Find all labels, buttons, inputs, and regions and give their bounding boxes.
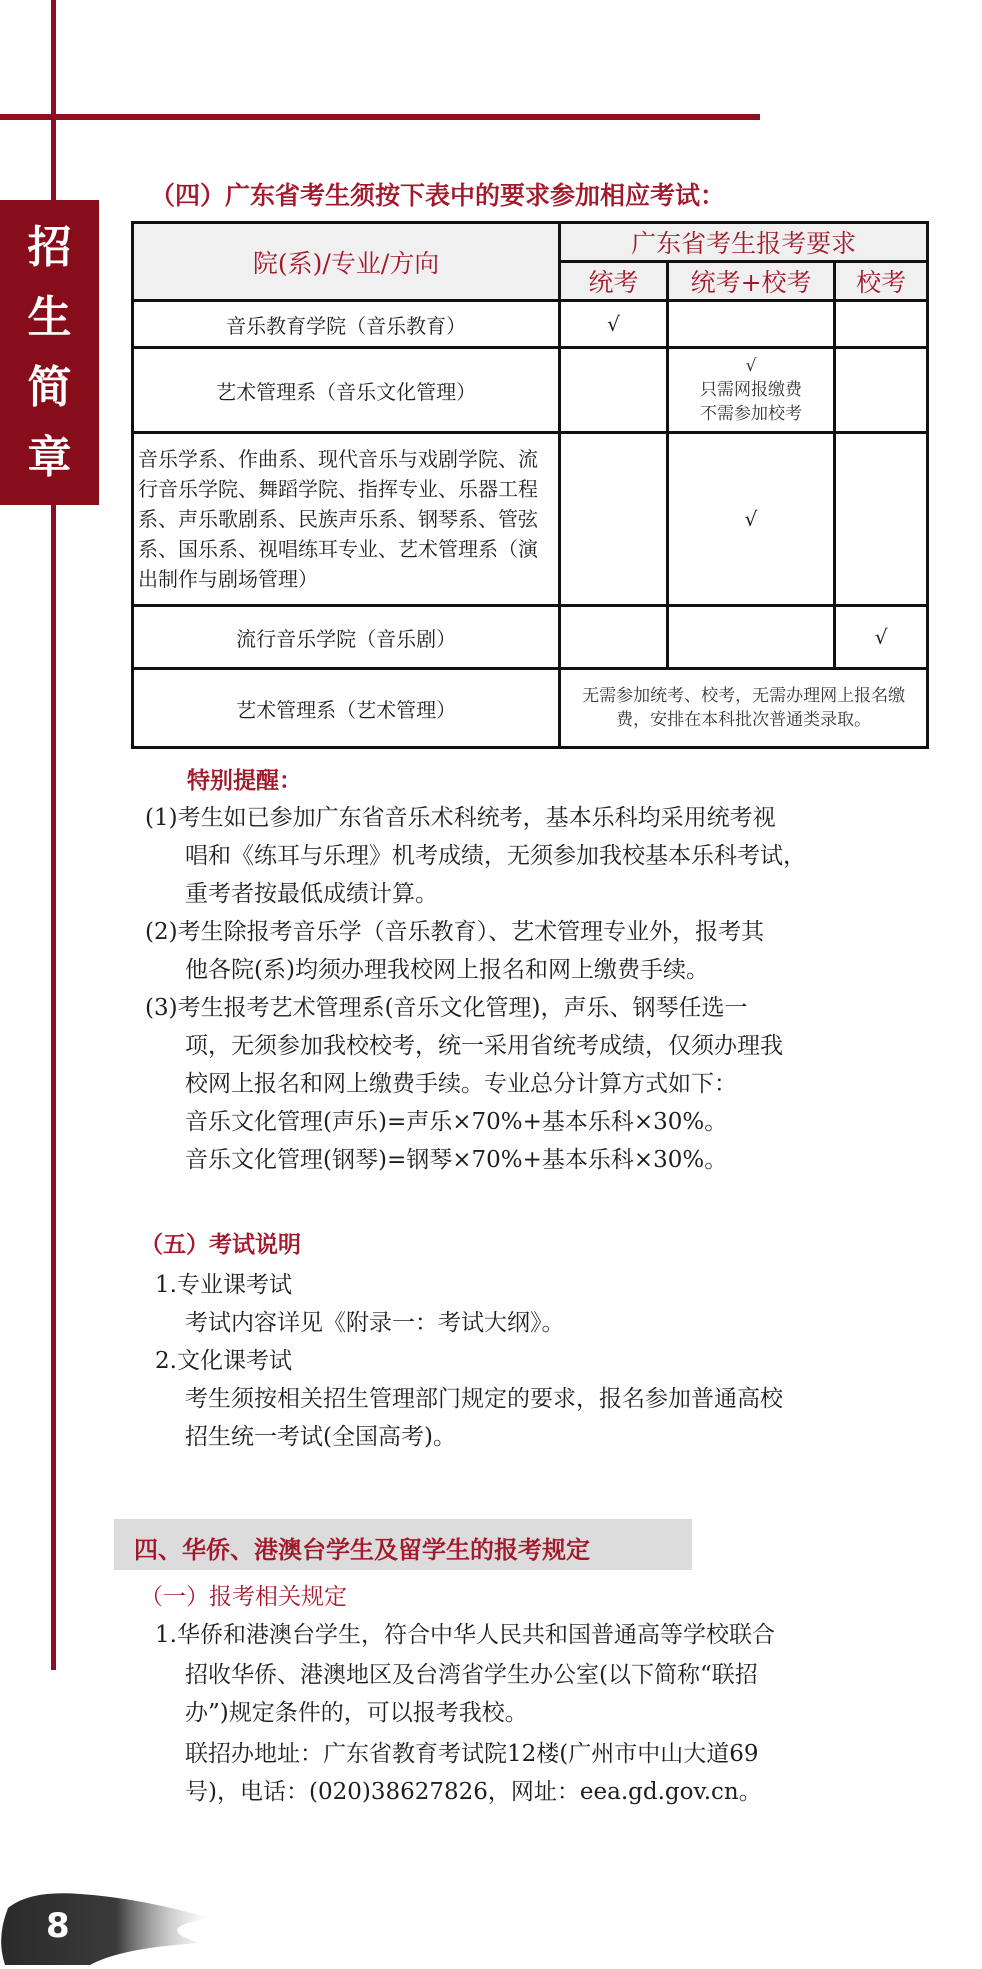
rule-line: 号)，电话：(020)38627826，网址：eea.gd.gov.cn。 [185,1779,762,1805]
reminder-line: 唱和《练耳与乐理》机考成绩，无须参加我校基本乐科考试， [185,843,806,869]
row-name: 艺术管理系（艺术管理） [133,669,560,748]
cell [667,348,834,433]
chapter-banner [114,1519,692,1570]
sidebar-char: 生 [27,291,72,343]
rule-line: 办”)规定条件的，可以报考我校。 [185,1700,528,1726]
page-number: 8 [46,1906,70,1946]
exam-item-text: 考试内容详见《附录一：考试大纲》。 [185,1310,565,1336]
reminder-line: 音乐文化管理(声乐)=声乐×70%+基本乐科×30%。 [185,1109,728,1135]
header-requirements: 广东省考生报考要求 [560,223,928,262]
sidebar-char: 章 [27,431,72,483]
sidebar-char: 简 [27,361,72,413]
cell [667,301,834,348]
exam-item-text: 招生统一考试(全国高考)。 [185,1424,456,1450]
table-row [133,301,928,348]
chapter-banner-title: 四、华侨、港澳台学生及留学生的报考规定 [134,1535,590,1564]
reminder-line: 他各院(系)均须办理我校网上报名和网上缴费手续。 [185,957,709,983]
table-row [133,348,928,433]
reminder-line: (1)考生如已参加广东省音乐术科统考，基本乐科均采用统考视 [145,805,776,831]
decorative-horizontal-rule [0,114,760,120]
row-name: 音乐教育学院（音乐教育） [133,301,560,348]
reminder-line: 重考者按最低成绩计算。 [185,881,438,907]
reminder-line: (3)考生报考艺术管理系(音乐文化管理)，声乐、钢琴任选一 [145,995,748,1021]
ink-brush-icon [0,1888,216,1965]
reminder-title: 特别提醒： [187,767,302,794]
row-name: 音乐学系、作曲系、现代音乐与戏剧学院、流行音乐学院、舞蹈学院、指挥专业、乐器工程系、声乐歌剧系、民族声乐系、钢琴系、管弦系、国乐系、视唱练耳专业、艺术管理系（演出制作与剧场管理） [133,433,560,606]
rule-line: 联招办地址：广东省教育考试院12楼(广州市中山大道69 [185,1741,759,1767]
check-mark: √ [745,356,757,376]
cell [560,606,668,669]
reminder-line: 音乐文化管理(钢琴)=钢琴×70%+基本乐科×30%。 [185,1147,728,1173]
section-title: （四）广东省考生须按下表中的要求参加相应考试： [150,181,726,210]
table-row [133,606,928,669]
check-mark: √ [667,433,834,606]
cell [667,606,834,669]
rule-line: 招收华侨、港澳地区及台湾省学生办公室(以下简称“联招 [185,1662,758,1688]
row-name: 艺术管理系（音乐文化管理） [133,348,560,433]
cell-note: 不需参加校考 [700,404,803,424]
section5-title: （五）考试说明 [140,1231,301,1258]
sidebar-chapter-tab [0,200,99,505]
rule-line: 1.华侨和港澳台学生，符合中华人民共和国普通高等学校联合 [155,1622,775,1648]
cell [835,433,928,606]
row-name: 流行音乐学院（音乐剧） [133,606,560,669]
exam-item: 2.文化课考试 [155,1348,292,1374]
check-mark: √ [560,301,668,348]
cell-note: 只需网报缴费 [700,380,803,400]
cell [560,348,668,433]
page-number-badge [0,1888,216,1965]
reminder-line: 校网上报名和网上缴费手续。专业总分计算方式如下： [185,1071,737,1097]
header-tongkao: 统考 [560,262,668,301]
table-row [133,433,928,606]
check-mark: √ [835,606,928,669]
exam-item: 1.专业课考试 [155,1272,292,1298]
cell [560,433,668,606]
header-both: 统考+校考 [667,262,834,301]
merged-note: 无需参加统考、校考，无需办理网上报名缴费，安排在本科批次普通类录取。 [560,669,928,748]
table-row [133,669,928,748]
exam-requirements-table [131,221,929,749]
cell [835,348,928,433]
header-department: 院(系)/专业/方向 [133,223,560,301]
header-xiaokao: 校考 [835,262,928,301]
subsection-title: （一）报考相关规定 [140,1584,347,1610]
sidebar-char: 招 [27,221,72,273]
cell [835,301,928,348]
exam-item-text: 考生须按相关招生管理部门规定的要求，报名参加普通高校 [185,1386,783,1412]
reminder-line: 项，无须参加我校校考，统一采用省统考成绩，仅须办理我 [185,1033,783,1059]
reminder-line: (2)考生除报考音乐学（音乐教育）、艺术管理专业外，报考其 [145,919,765,945]
